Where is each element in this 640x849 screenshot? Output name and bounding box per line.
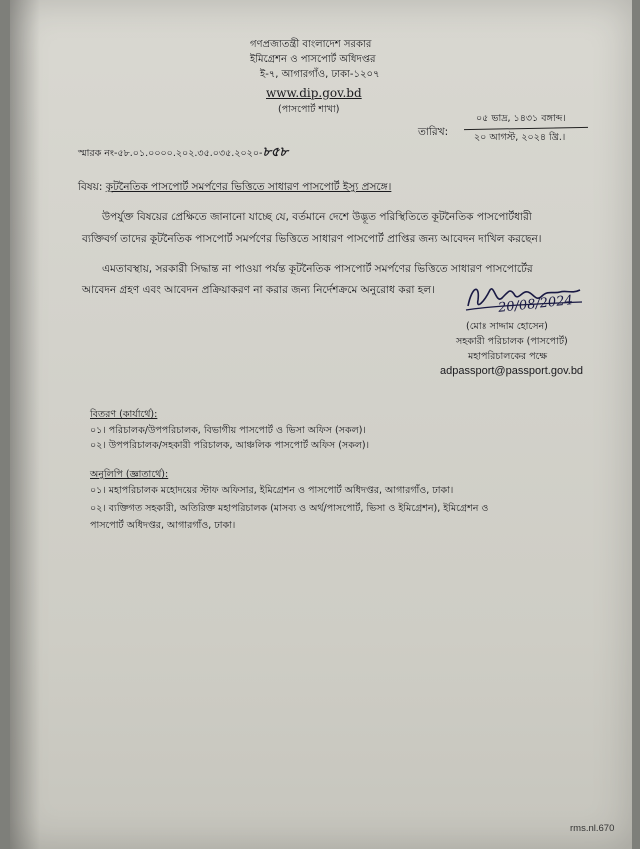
copy-item-2-line-1: ০২। ব্যক্তিগত সহকারী, অতিরিক্ত মহাপরিচালক (মাসব্য ও অর্থ/পাসপোর্ট, ভিসা ও ইমিগ্রেশন), ইমিগ্রেশন ও: [90, 503, 489, 514]
body-paragraph-2-line-1: এমতাবস্থায়, সরকারী সিদ্ধান্ত না পাওয়া পর্যন্ত কূটনৈতিক পাসপোর্ট সমর্পণের ভিত্তিতে সাধারণ পাসপোর্টের: [102, 263, 533, 275]
header-department: ইমিগ্রেশন ও পাসপোর্ট অধিদপ্তর: [250, 54, 376, 65]
body-paragraph-2-line-2: আবেদন গ্রহণ এবং আবেদন প্রক্রিয়াকরণ না করার জন্য নির্দেশক্রমে অনুরোধ করা হল।: [82, 284, 435, 296]
header-website-link[interactable]: www.dip.gov.bd: [266, 86, 362, 100]
page-shadow: [10, 0, 40, 849]
signature-date: 20/08/2024: [497, 293, 574, 316]
footer-code: rms.nl.670: [570, 823, 615, 834]
subject-label: বিষয়:: [78, 181, 103, 193]
body-paragraph-1-line-2: ব্যক্তিবর্গ তাদের কূটনৈতিক পাসপোর্ট সমর্পণের ভিত্তিতে সাধারণ পাসপোর্ট প্রাপ্তির জন্য আবেদন দাখিল করছেন।: [82, 233, 542, 245]
date-label: তারিখ:: [418, 126, 449, 138]
copy-item-1: ০১। মহাপরিচালক মহোদয়ের স্টাফ অফিসার, ইমিগ্রেশন ও পাসপোর্ট অধিদপ্তর, আগারগাঁও, ঢাকা।: [90, 485, 454, 496]
distribution-item-2: ০২। উপপরিচালক/সহকারী পরিচালক, আঞ্চলিক পাসপোর্ট অফিস (সকল)।: [90, 440, 370, 451]
signatory-designation: সহকারী পরিচালক (পাসপোর্ট): [456, 336, 568, 347]
memo-number: [78, 146, 288, 159]
document-page: [10, 0, 632, 849]
memo-number-label: স্মারক নং-৫৮.০১.০০০০.২০২.৩৫.০৩৫.২০২০-: [78, 148, 263, 159]
date-divider: [464, 127, 588, 130]
signatory-name: (মোঃ সাদ্দাম হোসেন): [466, 321, 548, 332]
date-english: ২০ আগস্ট, ২০২৪ খ্রি.।: [474, 132, 566, 143]
date-bangla: ০৫ ভাদ্র, ১৪৩১ বঙ্গাব্দ।: [476, 113, 566, 124]
copy-heading: অনুলিপি (জ্ঞাতার্থে):: [90, 469, 169, 480]
signatory-email-link[interactable]: adpassport@passport.gov.bd: [440, 365, 584, 377]
memo-number-handwritten: ৮৫৮: [262, 145, 288, 160]
distribution-heading: বিতরণ (কার্যার্থে):: [90, 409, 158, 420]
header-section: (পাসপোর্ট শাখা): [278, 104, 340, 115]
subject-line: [78, 182, 391, 193]
body-paragraph-1-line-1: উপর্যুক্ত বিষয়ের প্রেক্ষিতে জানানো যাচ্ছে যে, বর্তমানে দেশে উদ্ভূত পরিস্থিতিতে কূটনৈতিক পাসপোর্টধারী: [102, 211, 532, 223]
subject-text: কূটনৈতিক পাসপোর্ট সমর্পণের ভিত্তিতে সাধারণ পাসপোর্ট ইস্যু প্রসঙ্গে।: [105, 181, 392, 193]
copy-item-2-line-2: পাসপোর্ট অধিদপ্তর, আগারগাঁও, ঢাকা।: [90, 520, 236, 531]
header-government: গণপ্রজাতন্ত্রী বাংলাদেশ সরকার: [250, 39, 372, 50]
signatory-on-behalf: মহাপরিচালকের পক্ষে: [468, 351, 548, 362]
distribution-item-1: ০১। পরিচালক/উপপরিচালক, বিভাগীয় পাসপোর্ট ও ভিসা অফিস (সকল)।: [90, 425, 366, 436]
header-address: ই-৭, আগারগাঁও, ঢাকা-১২০৭: [260, 69, 380, 80]
